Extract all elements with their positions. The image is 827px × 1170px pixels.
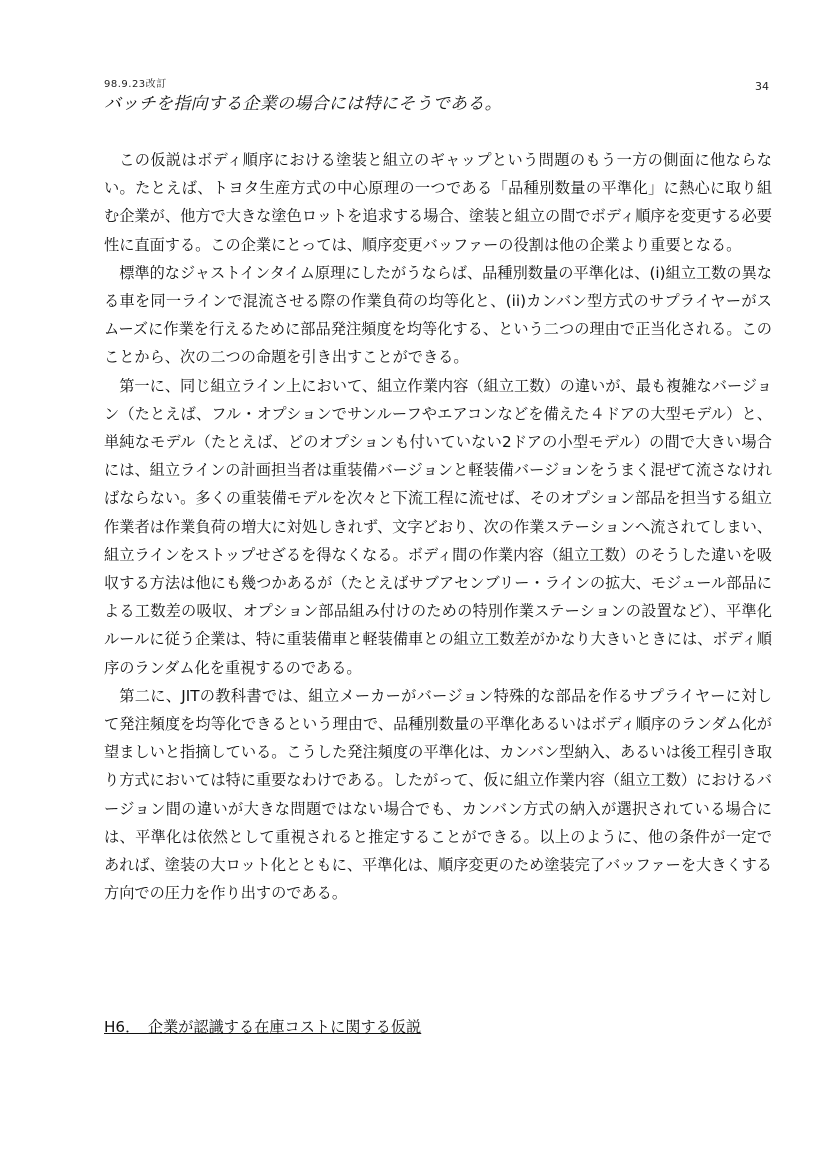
body-text xyxy=(104,146,772,907)
page-number: 34 xyxy=(755,80,769,93)
section-heading: H6． 企業が認識する在庫コストに関する仮説 xyxy=(104,1018,422,1036)
paragraph: 第一に、同じ組立ライン上において、組立作業内容（組立工数）の違いが、最も複雑なバージョン（たとえば、フル・オプションでサンルーフやエアコンなどを備えた４ドアの大型モデル）と、単純なモデル（たとえば、どのオプションも付いていない2ドアの小型モデル）の間で大きい場合には、組立ラインの計画担当者は重装備バージョンと軽装備バージョンをうまく混ぜて流さなければならない。多くの重装備モデルを次々と下流工程に流せば、そのオプション部品を担当する組立作業者は作業負荷の増大に対処しきれず、文字どおり、次の作業ステーションへ流されてしまい、組立ラインをストップせざるを得なくなる。ボディ間の作業内容（組立工数）のそうした違いを吸収する方法は他にも幾つかあるが（たとえばサブアセンブリー・ラインの拡大、モジュール部品による工数差の吸収、オプション部品組み付けのための特別作業ステーションの設置など）、平準化ルールに従う企業は、特に重装備車と軽装備車との組立工数差がかなり大きいときには、ボディ順序のランダム化を重視するのである。 xyxy=(104,376,772,677)
lead-sentence: バッチを指向する企業の場合には特にそうである。 xyxy=(104,94,502,114)
paragraph: 標準的なジャストインタイム原理にしたがうならば、品種別数量の平準化は、(i)組立工数の異なる車を同一ラインで混流させる際の作業負荷の均等化と、(ii)カンバン型方式のサプライヤーがスムーズに作業を行えるために部品発注頻度を均等化する、という二つの理由で正当化される。このことから、次の二つの命題を引き出すことができる。 xyxy=(104,263,772,367)
paragraph: 第二に、JITの教科書では、組立メーカーがバージョン特殊的な部品を作るサプライヤーに対して発注頻度を均等化できるという理由で、品種別数量の平準化あるいはボディ順序のランダム化が望ましいと指摘している。こうした発注頻度の平準化は、カンバン型納入、あるいは後工程引き取り方式においては特に重要なわけである。したがって、仮に組立作業内容（組立工数）におけるバージョン間の違いが大きな問題ではない場合でも、カンバン方式の納入が選択されている場合には、平準化は依然として重視されると推定することができる。以上のように、他の条件が一定であれば、塗装の大ロット化とともに、平準化は、順序変更のため塗装完了バッファーを大きくする方向での圧力を作り出すのである。 xyxy=(104,686,772,903)
revision-date: 98.9.23改訂 xyxy=(104,79,167,90)
paragraph: この仮説はボディ順序における塗装と組立のギャップという問題のもう一方の側面に他ならない。たとえば、トヨタ生産方式の中心原理の一つである「品種別数量の平準化」に熱心に取り組む企業が、他方で大きな塗色ロットを追求する場合、塗装と組立の間でボディ順序を変更する必要性に直面する。この企業にとっては、順序変更バッファーの役割は他の企業より重要となる。 xyxy=(104,151,772,254)
